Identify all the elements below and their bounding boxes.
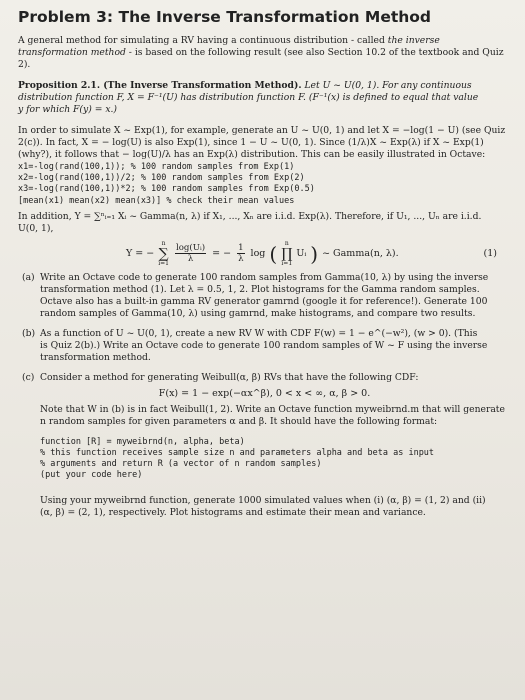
- problem-title: Problem 3: The Inverse Transformation Method: [18, 8, 432, 26]
- intro-paragraph: A general method for simulating a RV having a continuous distribution - called the inverse transformation method - is based on the following result (see also Section 10.2 of the textbook and Quiz 2).: [18, 35, 504, 70]
- fraction-one-lambda: $\frac{1}{\lambda}$: [238, 243, 244, 265]
- product-symbol: n ∏ i=1: [281, 239, 293, 267]
- task-item-a: (a) Write an Octave code to generate 100 random samples from Gamma(10, λ) by using the inverse transformation method (1). Let λ = 0.5, 1, 2. Plot histograms for the Gamma random samples. Octave also has a built-in gamma RV generator gamrnd (google it for reference!). Generate 100 random samples of Gamma(10, λ) using gamrnd, make histograms, and compare two results.: [22, 271, 489, 319]
- proposition-line: y for which F(y) = x.): [18, 104, 118, 115]
- proposition-block: Proposition 2.1. (The Inverse Transformation Method). Let U ~ U(0, 1). For any continuous distribution function F, X = F⁻¹(U) has distribution function F. (F⁻¹(x) is defined to equal that value y for which F(y) = x.): [18, 80, 511, 116]
- gamma-paragraph: In addition, Y = ∑ⁿᵢ₌₁ Xᵢ ~ Gamma(n, λ) if X₁, ..., Xₙ are i.i.d. Exp(λ). Therefore, if U₁, ..., Uₙ are i.i.d. U(0, 1),: [18, 210, 482, 234]
- weibull-cdf-equation: F(x) = 1 − exp(−αx^β), 0 < x < ∞, α, β > 0.: [158, 387, 371, 399]
- task-item-c: (c) Consider a method for generating Weibull(α, β) RVs that have the following CDF:: [22, 371, 419, 383]
- sum-symbol: n ∑ i=1: [158, 239, 169, 267]
- gamma-equation: Y = − n ∑ i=1 $\frac{\text{log(Uᵢ)}}{\lambda}$ = − $\frac{1}{\lambda}$ log ( n ∏ i=1 Uᵢ ) ~ Gamma(n, λ). (1): [126, 239, 497, 267]
- octave-code-function: function [R] = myweibrnd(n, alpha, beta) % this function receives sample size n and parameters alpha and beta as input % arguments and return R (a vector of n random samples) (put your code here): [40, 436, 435, 481]
- proposition-line: distribution function F, X = F⁻¹(U) has distribution function F. (F⁻¹(x) is defined to equal that value: [18, 92, 479, 103]
- exp-simulation-paragraph: In order to simulate X ~ Exp(1), for example, generate an U ~ U(0, 1) and let X = −log(1 − U) (see Quiz 2(c)). In fact, X = − log(U) is also Exp(1), since 1 − U ~ U(0, 1). Since (1/λ)X ~ Exp(λ) if X ~ Exp(1) (why?), it follows that − log(U)/λ has an Exp(λ) distribution. This can be easily illustrated in Octave:: [18, 125, 506, 160]
- weibull-note: Note that W in (b) is in fact Weibull(1, 2). Write an Octave function myweibrnd.m that will generate n random samples for given parameters α and β. It should have the following format: function [R] = myweibrnd(n, alpha, beta) % this function receives sample size n and parameters alpha and beta as input % arguments and return R (a vector of n random samples) (put your code here) Using your myweibrnd function, generate 1000 simulated values when (i) (α, β) = (1, 2) and (ii) (α, β) = (2, 1), respectively. Plot histograms and estimate their mean and variance.: [40, 404, 511, 519]
- final-instruction: (α, β) = (2, 1), respectively. Plot histograms and estimate their mean and variance.: [40, 506, 426, 518]
- final-instruction: Using your myweibrnd function, generate 1000 simulated values when (i) (α, β) = (1, 2) and (ii): [40, 494, 486, 506]
- task-item-b: (b) As a function of U ~ U(0, 1), create a new RV W with CDF F(w) = 1 − e^(−w²), (w > 0). (This is Quiz 2(b).) Write an Octave code to generate 100 random samples of W ~ F using the inverse transformation method.: [22, 327, 488, 363]
- proposition-label: Proposition 2.1. (The Inverse Transformation Method).: [18, 80, 302, 91]
- equation-number: (1): [483, 248, 497, 260]
- fraction-log-u: $\frac{\text{log(Uᵢ)}}{\lambda}$: [176, 243, 206, 265]
- octave-code-exp: x1=-log(rand(100,1)); % 100 random samples from Exp(1) x2=-log(rand(100,1))/2; % 100 random samples from Exp(2) x3=-log(rand(100,1))*2; % 100 random samples from Exp(0.5) [mean(x1) mean(x2) mean(x3)] % check their mean values: [18, 162, 315, 206]
